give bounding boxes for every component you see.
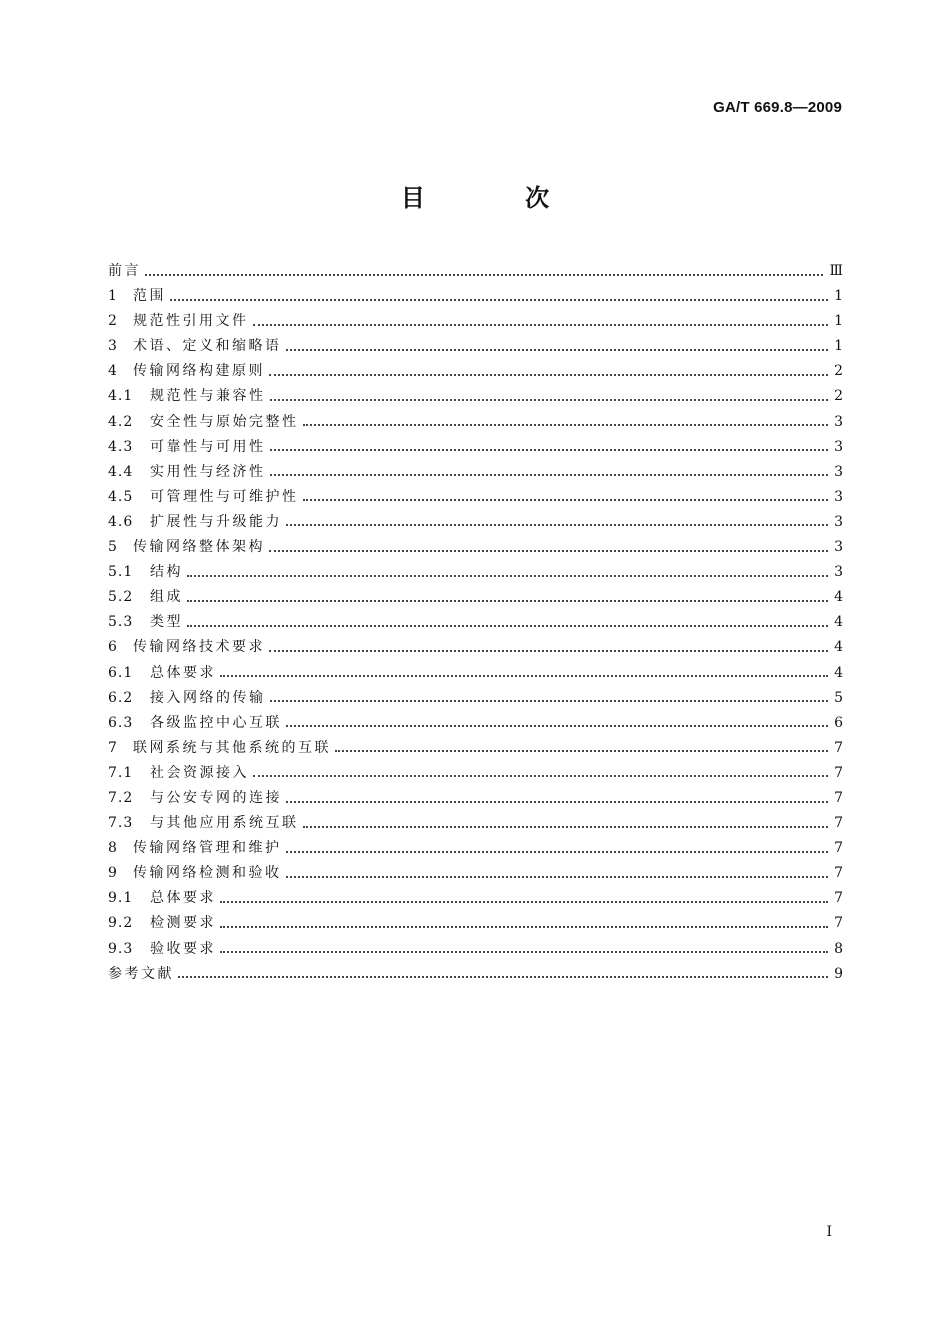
toc-entry[interactable] — [108, 359, 843, 384]
toc-entry[interactable] — [108, 761, 843, 786]
toc-entry[interactable] — [108, 610, 843, 635]
toc-dot-leader — [335, 750, 828, 752]
toc-dot-leader — [286, 524, 828, 526]
toc-entry-page: 2 — [834, 388, 843, 405]
toc-entry-number: 3 — [108, 338, 118, 355]
toc-entry-page: 1 — [834, 288, 843, 305]
toc-entry-label: 结构 — [150, 564, 183, 581]
toc-entry-label: 类型 — [150, 614, 183, 631]
toc-entry-page: 7 — [834, 865, 843, 882]
toc-entry-page: 7 — [834, 789, 843, 806]
toc-entry-number: 6.1 — [108, 664, 134, 681]
toc-entry-page: 1 — [834, 338, 843, 355]
toc-entry[interactable] — [108, 410, 843, 435]
toc-dot-leader — [269, 650, 828, 652]
toc-entry-page: 7 — [834, 764, 843, 781]
toc-entry[interactable] — [108, 460, 843, 485]
toc-entry-label: 规范性引用文件 — [133, 313, 249, 330]
toc-entry-label: 接入网络的传输 — [150, 689, 266, 706]
toc-entry-number: 9.1 — [108, 890, 134, 907]
toc-entry-label: 总体要求 — [150, 890, 216, 907]
toc-dot-leader — [270, 474, 829, 476]
toc-entry[interactable] — [108, 510, 843, 535]
toc-entry-number: 7 — [108, 739, 118, 756]
toc-entry-page: 7 — [834, 915, 843, 932]
toc-entry-page: 3 — [834, 463, 843, 480]
toc-entry-label: 范围 — [133, 288, 166, 305]
toc-entry-number: 4.2 — [108, 413, 134, 430]
toc-entry-number: 5.2 — [108, 589, 134, 606]
document-code: GA/T 669.8—2009 — [713, 99, 842, 116]
toc-dot-leader — [220, 951, 828, 953]
toc-entry-page: 5 — [834, 689, 843, 706]
toc-entry-page: 6 — [834, 714, 843, 731]
toc-entry-page: 3 — [834, 539, 843, 556]
toc-entry[interactable] — [108, 284, 843, 309]
toc-entry-number: 2 — [108, 313, 118, 330]
toc-entry-number: 4.4 — [108, 463, 134, 480]
toc-dot-leader — [187, 600, 828, 602]
toc-entry-number: 4 — [108, 363, 118, 380]
toc-entry[interactable] — [108, 435, 843, 460]
toc-entry-label: 可靠性与可用性 — [150, 438, 266, 455]
toc-entry-page: 9 — [834, 965, 843, 982]
toc-entry-label: 规范性与兼容性 — [150, 388, 266, 405]
toc-entry[interactable] — [108, 485, 843, 510]
toc-entry-label: 检测要求 — [150, 915, 216, 932]
toc-entry-label: 验收要求 — [150, 940, 216, 957]
toc-entry[interactable] — [108, 811, 843, 836]
toc-dot-leader — [220, 901, 828, 903]
toc-entry-number: 7.1 — [108, 764, 134, 781]
toc-entry[interactable] — [108, 836, 843, 861]
toc-entry-label: 社会资源接入 — [150, 764, 249, 781]
toc-entry-page: 3 — [834, 513, 843, 530]
toc-entry-label: 前言 — [108, 263, 141, 279]
toc-entry-page: 7 — [834, 815, 843, 832]
toc-dot-leader — [178, 976, 828, 978]
toc-entry-label: 联网系统与其他系统的互联 — [133, 739, 331, 756]
toc-entry-label: 与公安专网的连接 — [150, 789, 282, 806]
toc-dot-leader — [187, 625, 828, 627]
toc-entry[interactable] — [108, 585, 843, 610]
toc-entry-label: 传输网络构建原则 — [133, 363, 265, 380]
toc-dot-leader — [253, 775, 828, 777]
toc-entry-number: 6.2 — [108, 689, 134, 706]
toc-entry-number: 6 — [108, 639, 118, 656]
toc-entry[interactable] — [108, 661, 843, 686]
toc-entry-number: 1 — [108, 288, 118, 305]
toc-entry-page: Ⅲ — [829, 263, 843, 279]
toc-dot-leader — [270, 449, 829, 451]
toc-dot-leader — [253, 324, 829, 326]
toc-entry[interactable] — [108, 962, 843, 987]
toc-entry-number: 8 — [108, 840, 118, 857]
toc-entry[interactable] — [108, 911, 843, 936]
toc-entry[interactable] — [108, 786, 843, 811]
toc-dot-leader — [145, 274, 823, 276]
toc-dot-leader — [220, 926, 828, 928]
toc-entry-label: 传输网络技术要求 — [133, 639, 265, 656]
toc-dot-leader — [303, 499, 829, 501]
toc-entry-page: 4 — [834, 639, 843, 656]
toc-entry-number: 4.5 — [108, 488, 134, 505]
toc-dot-leader — [170, 299, 828, 301]
toc-entry[interactable] — [108, 686, 843, 711]
toc-entry[interactable] — [108, 635, 843, 660]
toc-entry-page: 3 — [834, 413, 843, 430]
toc-entry-number: 7.3 — [108, 815, 134, 832]
toc-entry-number: 9.3 — [108, 940, 134, 957]
toc-list — [108, 259, 843, 987]
toc-entry-label: 传输网络整体架构 — [133, 539, 265, 556]
toc-dot-leader — [303, 424, 829, 426]
toc-entry-page: 2 — [834, 363, 843, 380]
toc-entry[interactable] — [108, 560, 843, 585]
toc-dot-leader — [286, 349, 829, 351]
toc-dot-leader — [270, 700, 829, 702]
toc-entry-label: 各级监控中心互联 — [150, 714, 282, 731]
toc-entry-number: 5 — [108, 539, 118, 556]
toc-entry-label: 术语、定义和缩略语 — [133, 338, 282, 355]
toc-entry-number: 5.3 — [108, 614, 134, 631]
toc-entry-page: 4 — [834, 589, 843, 606]
toc-dot-leader — [270, 399, 829, 401]
toc-entry-number: 5.1 — [108, 564, 134, 581]
toc-dot-leader — [220, 675, 828, 677]
page-number: I — [826, 1224, 832, 1240]
toc-title: 目 次 — [400, 184, 596, 212]
toc-dot-leader — [269, 374, 828, 376]
toc-dot-leader — [286, 725, 828, 727]
toc-entry[interactable] — [108, 711, 843, 736]
toc-entry-label: 传输网络管理和维护 — [133, 840, 282, 857]
toc-entry[interactable] — [108, 736, 843, 761]
toc-dot-leader — [303, 826, 829, 828]
toc-entry-page: 1 — [834, 313, 843, 330]
toc-entry-label: 与其他应用系统互联 — [150, 815, 299, 832]
toc-entry-page: 8 — [834, 940, 843, 957]
toc-entry[interactable] — [108, 886, 843, 911]
toc-entry-label: 传输网络检测和验收 — [133, 865, 282, 882]
toc-entry-page: 3 — [834, 564, 843, 581]
toc-entry-label: 安全性与原始完整性 — [150, 413, 299, 430]
toc-dot-leader — [286, 876, 829, 878]
toc-entry-page: 7 — [834, 739, 843, 756]
toc-entry-number: 4.1 — [108, 388, 134, 405]
toc-entry[interactable] — [108, 937, 843, 962]
toc-entry-label: 组成 — [150, 589, 183, 606]
toc-entry-page: 3 — [834, 488, 843, 505]
toc-entry-page: 7 — [834, 890, 843, 907]
toc-dot-leader — [269, 550, 828, 552]
toc-entry[interactable] — [108, 259, 843, 284]
toc-entry[interactable] — [108, 861, 843, 886]
toc-entry-number: 6.3 — [108, 714, 134, 731]
toc-entry[interactable] — [108, 535, 843, 560]
toc-entry-label: 可管理性与可维护性 — [150, 488, 299, 505]
toc-entry-page: 4 — [834, 614, 843, 631]
toc-entry-number: 4.3 — [108, 438, 134, 455]
toc-entry-page: 4 — [834, 664, 843, 681]
toc-entry[interactable] — [108, 334, 843, 359]
toc-dot-leader — [187, 575, 828, 577]
toc-entry-page: 7 — [834, 840, 843, 857]
toc-entry-label: 总体要求 — [150, 664, 216, 681]
toc-entry-number: 9.2 — [108, 915, 134, 932]
toc-entry-number: 4.6 — [108, 513, 134, 530]
toc-entry-label: 参考文献 — [108, 965, 174, 982]
toc-dot-leader — [286, 851, 829, 853]
toc-entry[interactable] — [108, 309, 843, 334]
toc-entry-label: 扩展性与升级能力 — [150, 513, 282, 530]
toc-dot-leader — [286, 801, 828, 803]
toc-entry-number: 9 — [108, 865, 118, 882]
toc-entry-number: 7.2 — [108, 789, 134, 806]
toc-entry-label: 实用性与经济性 — [150, 463, 266, 480]
toc-entry-page: 3 — [834, 438, 843, 455]
toc-entry[interactable] — [108, 384, 843, 409]
